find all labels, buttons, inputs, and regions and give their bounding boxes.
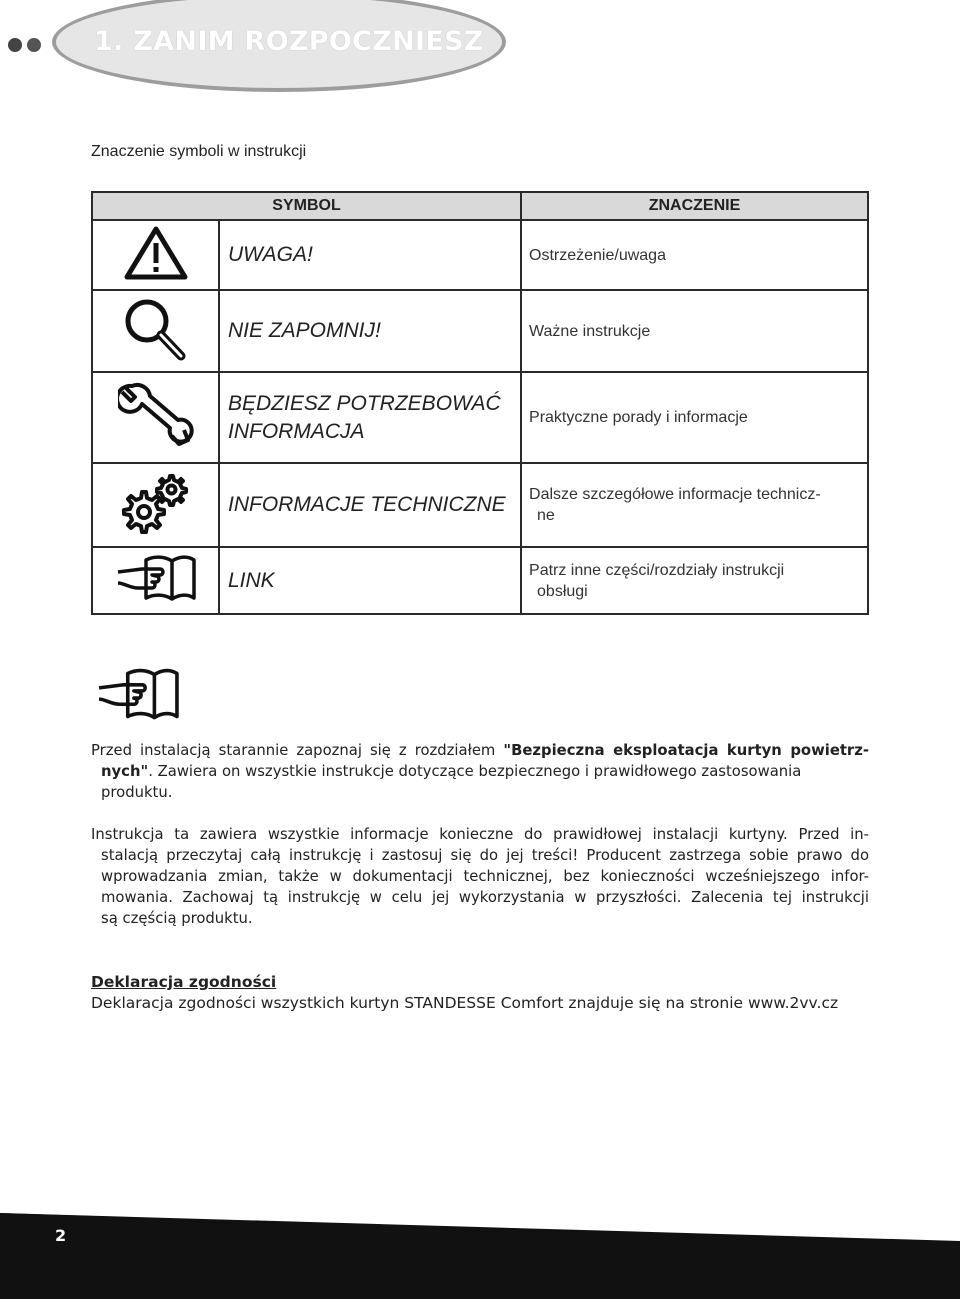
symbol-label-line: BĘDZIESZ POTRZEBOWAĆ (228, 391, 501, 415)
pointing-hand-book-icon (116, 552, 196, 604)
symbol-label: NIE ZAPOMNIJ! (219, 290, 521, 372)
paragraph-line: wprowadzania zmian, także w dokumentacji technicznej, bez konieczności wcześniejszego infor- (101, 868, 869, 885)
paragraph-line: Instrukcja ta zawiera wszystkie informacje konieczne do prawidłowej instalacji kurtyny. Przed in- (91, 826, 869, 843)
symbol-cell (92, 547, 219, 614)
symbol-meaning (521, 463, 868, 547)
symbol-cell (92, 220, 219, 290)
gears-icon (120, 472, 192, 534)
wrench-icon (118, 382, 194, 448)
paragraph-line: mowania. Zachowaj tą instrukcję w celu jej wykorzystania w przyszłości. Zalecenia tej instrukcji (101, 889, 869, 906)
chapter-reference: nych" (101, 763, 149, 780)
symbol-label: LINK (219, 547, 521, 614)
symbol-meaning-line: ne (537, 507, 555, 524)
symbol-label (219, 372, 521, 463)
symbol-meaning: Ostrzeżenie/uwaga (521, 220, 868, 290)
declaration-text: Deklaracja zgodności wszystkich kurtyn STANDESSE Comfort znajduje się na stronie www.2vv.cz (91, 994, 839, 1012)
footer-band (0, 1213, 960, 1299)
chapter-reference: "Bezpieczna eksploatacja kurtyn powietrz- (503, 742, 869, 759)
table-row (92, 372, 868, 463)
symbol-meaning: Praktyczne porady i informacje (521, 372, 868, 463)
symbol-cell (92, 290, 219, 372)
symbol-label: INFORMACJE TECHNICZNE (219, 463, 521, 547)
symbol-cell (92, 463, 219, 547)
instructions-paragraph (91, 824, 869, 929)
symbol-meaning-line: Patrz inne części/rozdziały instrukcji (529, 561, 785, 579)
symbols-table (91, 191, 869, 615)
table-row (92, 547, 868, 614)
magnifier-icon (121, 297, 191, 361)
symbol-meaning-line: Dalsze szczegółowe informacje technicz- (529, 486, 821, 503)
page-title: 1. ZANIM ROZPOCZNIESZ (94, 26, 484, 57)
symbol-meaning: Ważne instrukcje (521, 290, 868, 372)
symbol-meaning-line: obsługi (537, 582, 588, 600)
paragraph-line: są częścią produktu. (101, 910, 253, 927)
declaration-heading: Deklaracja zgodności (91, 973, 277, 991)
text-span: Przed instalacją starannie zapoznaj się z rozdziałem (91, 742, 504, 759)
symbol-meaning (521, 547, 868, 614)
dot-icon (27, 38, 41, 52)
table-header-row (92, 192, 868, 220)
table-row (92, 290, 868, 372)
text-span: . Zawiera on wszystkie instrukcje dotyczące bezpiecznego i prawidłowego zastosowania (148, 763, 802, 780)
symbol-label: UWAGA! (219, 220, 521, 290)
header-symbol: SYMBOL (92, 192, 521, 220)
symbol-label-line: INFORMACJA (228, 419, 365, 443)
page-number: 2 (55, 1226, 67, 1245)
warning-triangle-icon (124, 225, 188, 281)
table-row (92, 463, 868, 547)
pointing-hand-book-icon (97, 666, 179, 722)
header-meaning: ZNACZENIE (521, 192, 868, 220)
paragraph-line: stalacją przeczytaj całą instrukcję i zastosuj się do jej treści! Producent zastrzega sobie prawo do (101, 847, 869, 864)
paragraph-line (91, 740, 869, 761)
table-row (92, 220, 868, 290)
paragraph-line (91, 761, 869, 782)
intro-text: Znaczenie symboli w instrukcji (91, 143, 307, 160)
link-paragraph (91, 740, 869, 803)
paragraph-line: produktu. (101, 784, 173, 801)
symbol-cell (92, 372, 219, 463)
dot-icon (8, 38, 22, 52)
declaration-section (91, 972, 869, 1014)
